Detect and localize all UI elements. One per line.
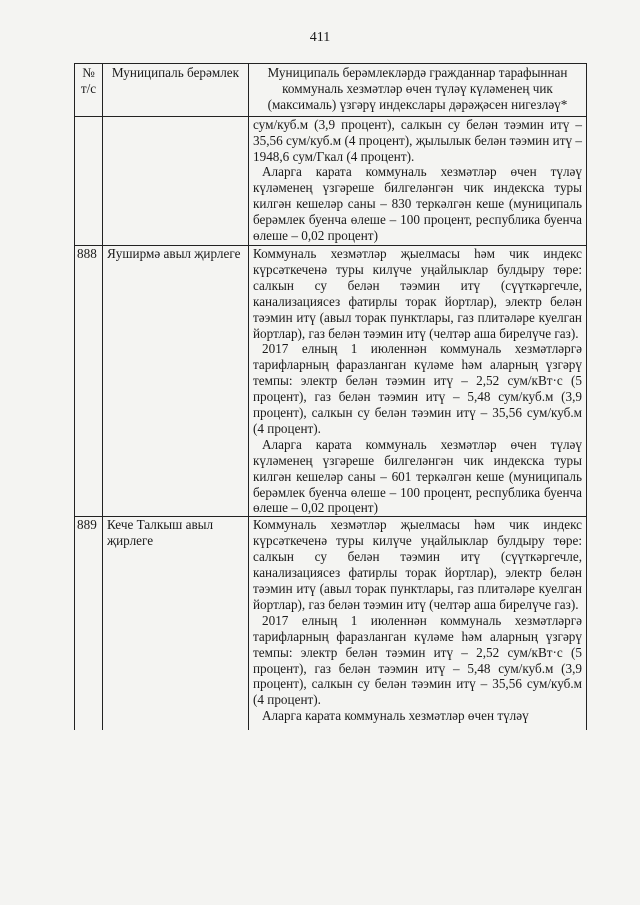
description-paragraph: 2017 елның 1 июленнән коммуналь хезмәтләргә тарифларның фаразланган күләме һәм аларның үзгәрү темпы: электр белән тәэмин итү – 2,52 сум/кВт·с (5 процент), газ белән тәэмин итү – 5,48 сум/куб.м (3,9 процент), салкын су белән тәэмин итү – 35,56 сум/куб.м (4 процент).	[253, 612, 582, 708]
description-paragraph: Коммуналь хезмәтләр җыелмасы һәм чик индекс күрсәткеченә туры килүче уңайлыклар булдыру төре: салкын су белән тәэмин итү (сүүткәргечле, канализациясез фатирлы торак йортлар), электр белән тәэмин итү (авыл торак пунктлары, газ плитәләре куелган йортлар), газ белән тәэмин итү (челтәр аша бирелүче газ).	[253, 517, 582, 612]
row-description	[249, 517, 587, 730]
row-description	[249, 116, 587, 245]
row-number: 889	[75, 517, 103, 730]
row-description	[249, 245, 587, 516]
header-number: № т/с	[75, 64, 103, 117]
table-row	[75, 517, 587, 730]
table-row	[75, 116, 587, 245]
header-description: Муниципаль берәмлекләрдә гражданнар тарафыннан коммуналь хезмәтләр өчен түләү күләменең чик (максималь) үзгәрү индекслары дәрәҗәсен нигезләү*	[249, 64, 587, 117]
description-paragraph: сум/куб.м (3,9 процент), салкын су белән тәэмин итү – 35,56 сум/куб.м (4 процент), җылылык белән тәэмин итү – 1948,6 сум/Гкал (4 процент).	[253, 116, 582, 164]
table-header-row	[75, 64, 587, 117]
description-paragraph: Аларга карата коммуналь хезмәтләр өчен түләү күләменең үзгәреше билгеләнгән чик индекска туры килгән кешеләр саны – 601 теркәлгән кеше (муниципаль берәмлек буенча өлеше – 100 процент, республика буенча өлеше – 0,02 процент)	[253, 436, 582, 516]
header-municipality: Муниципаль берәмлек	[103, 64, 249, 117]
row-number	[75, 116, 103, 245]
row-municipality	[103, 116, 249, 245]
description-paragraph: Коммуналь хезмәтләр җыелмасы һәм чик индекс күрсәткеченә туры килүче уңайлыклар булдыру төре: салкын су белән тәэмин итү (сүүткәргечле, канализациясез фатирлы торак йортлар), электр белән тәэмин итү (авыл торак пунктлары, газ плитәләре куелган йортлар), газ белән тәэмин итү (челтәр аша бирелүче газ).	[253, 245, 582, 341]
table-row	[75, 245, 587, 516]
description-paragraph: Аларга карата коммуналь хезмәтләр өчен түләү	[262, 708, 529, 724]
row-municipality: Кече Талкыш авыл җирлеге	[103, 517, 249, 730]
page-number: 411	[309, 30, 331, 45]
tariff-table	[74, 63, 587, 730]
row-municipality: Яуширмә авыл җирлеге	[103, 245, 249, 516]
row-number: 888	[75, 245, 103, 516]
description-paragraph: 2017 елның 1 июленнән коммуналь хезмәтләргә тарифларның фаразланган күләме һәм аларның үзгәрү темпы: электр белән тәэмин итү – 2,52 сум/кВт·с (5 процент), газ белән тәэмин итү – 5,48 сум/куб.м (3,9 процент), салкын су белән тәэмин итү – 35,56 сум/куб.м (4 процент).	[253, 341, 582, 436]
description-paragraph: Аларга карата коммуналь хезмәтләр өчен түләү күләменең үзгәреше билгеләнгән чик индекска туры килгән кешеләр саны – 830 теркәлгән кеше (муниципаль берәмлек буенча өлеше – 100 процент, республика буенча өлеше – 0,02 процент)	[253, 164, 582, 244]
